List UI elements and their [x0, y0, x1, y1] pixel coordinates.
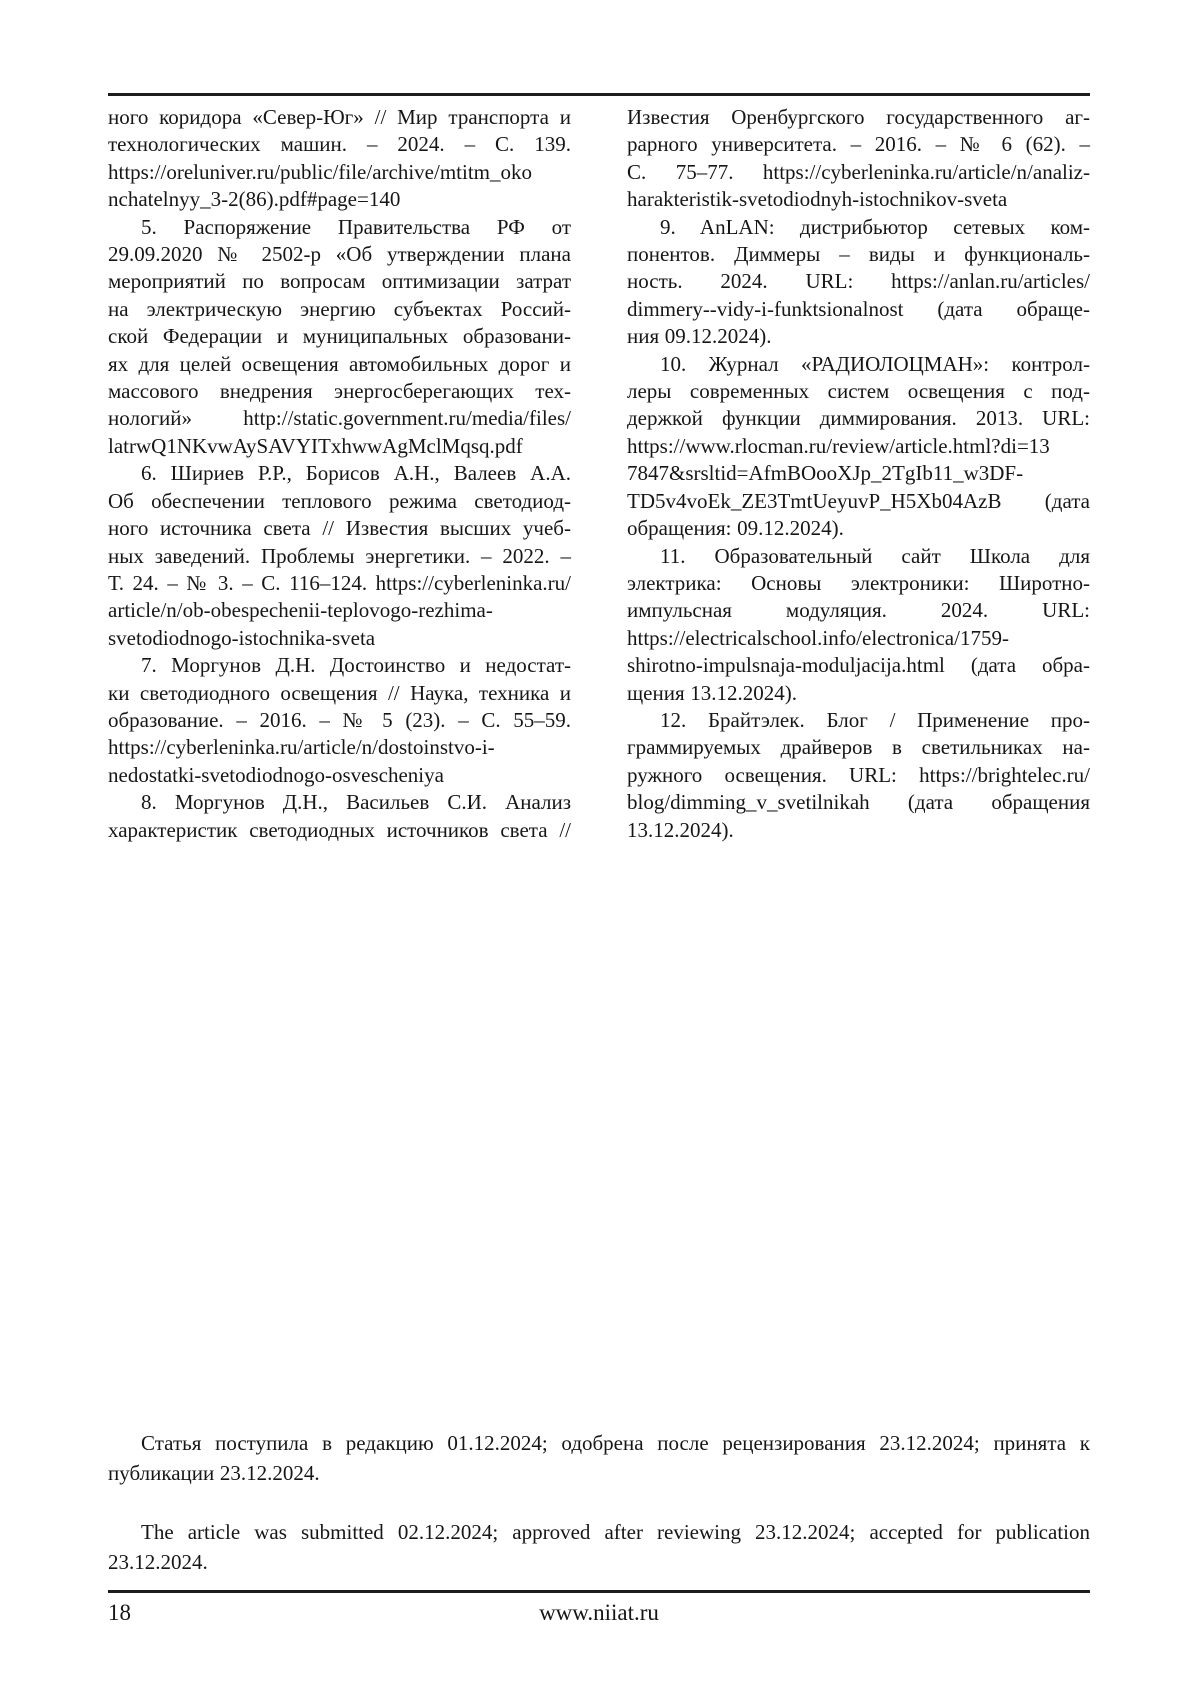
note-line: 23.12.2024.	[108, 1550, 208, 1574]
reference-line: С. 75–77. https://cyberleninka.ru/article/n/analiz-	[627, 159, 1090, 184]
reference-line: импульсная модуляция. 2024. URL:	[627, 598, 1090, 623]
reference-paragraph	[108, 1517, 1090, 1577]
reference-line: 7. Моргунов Д.Н. Достоинство и недостат-	[141, 653, 571, 678]
reference-paragraph	[627, 707, 1090, 844]
reference-line: shirotno-impulsnaja-moduljacija.html (дата обра-	[627, 653, 1090, 678]
reference-line: массового внедрения энергосберегающих тех-	[108, 379, 571, 404]
reference-line: мероприятий по вопросам оптимизации затрат	[108, 269, 571, 294]
reference-line: article/n/ob-obespechenii-teplovogo-rezhima-	[108, 598, 493, 623]
reference-line: harakteristik-svetodiodnyh-istochnikov-sveta	[627, 187, 1008, 212]
submission-note-ru	[108, 1428, 1090, 1488]
reference-paragraph	[108, 104, 571, 214]
reference-line: понентов. Диммеры – виды и функциональ-	[627, 242, 1090, 267]
note-line: публикации 23.12.2024.	[108, 1461, 320, 1485]
reference-line: 29.09.2020 № 2502-р «Об утверждении плана	[108, 242, 571, 267]
reference-line: https://cyberleninka.ru/article/n/dostoinstvo-i-	[108, 735, 495, 760]
reference-line: ской Федерации и муниципальных образовани-	[108, 324, 571, 349]
reference-paragraph	[627, 104, 1090, 214]
reference-line: nedostatki-svetodiodnogo-osvescheniya	[108, 762, 444, 787]
reference-line: нологий» http://static.government.ru/media/files/	[108, 406, 571, 431]
reference-line: 9. AnLAN: дистрибьютор сетевых ком-	[660, 214, 1090, 239]
reference-line: ях для целей освещения автомобильных дорог и	[108, 351, 571, 376]
reference-paragraph	[108, 214, 571, 461]
reference-line: 7847&srsltid=AfmBOooXJp_2TgIb11_w3DF-	[627, 461, 1024, 486]
top-rule	[108, 93, 1090, 96]
footer-rule	[108, 1590, 1090, 1593]
reference-line: https://electricalschool.info/electronica/1759-	[627, 625, 1009, 650]
references-left-column	[108, 104, 571, 844]
reference-line: электрика: Основы электроники: Широтно-	[627, 570, 1090, 595]
reference-line: образование. – 2016. – № 5 (23). – С. 55–59.	[108, 707, 571, 732]
page-number: 18	[108, 1600, 131, 1625]
reference-line: держкой функции диммирования. 2013. URL:	[627, 406, 1090, 431]
reference-line: 12. Брайтэлек. Блог / Применение про-	[660, 707, 1090, 732]
reference-line: ность. 2024. URL: https://anlan.ru/articles/	[627, 269, 1090, 294]
reference-line: характеристик светодиодных источников света //	[108, 817, 571, 842]
reference-line: на электрическую энергию субъектах Россий-	[108, 296, 571, 321]
submission-note-en	[108, 1517, 1090, 1577]
reference-line: nchatelnyy_3-2(86).pdf#page=140	[108, 187, 401, 212]
reference-line: ния 09.12.2024).	[627, 324, 772, 349]
reference-line: Т. 24. – № 3. – С. 116–124. https://cyberleninka.ru/	[108, 570, 571, 595]
reference-line: ного источника света // Известия высших учеб-	[108, 516, 571, 541]
reference-line: ного коридора «Север-Юг» // Мир транспорта и	[108, 105, 571, 129]
reference-line: щения 13.12.2024).	[627, 680, 798, 705]
reference-line: ружного освещения. URL: https://brightelec.ru/	[627, 762, 1090, 787]
reference-line: рарного университета. – 2016. – № 6 (62). –	[627, 132, 1090, 157]
reference-line: svetodiodnogo-istochnika-sveta	[108, 625, 376, 650]
reference-line: 6. Шириев Р.Р., Борисов А.Н., Валеев А.А.	[141, 461, 571, 486]
reference-paragraph	[108, 1428, 1090, 1488]
reference-line: леры современных систем освещения с под-	[627, 379, 1090, 404]
reference-line: Об обеспечении теплового режима светодиод-	[108, 488, 571, 513]
reference-line: https://oreluniver.ru/public/file/archive/mtitm_oko	[108, 159, 532, 184]
reference-paragraph	[627, 214, 1090, 351]
reference-line: Известия Оренбургского государственного аг-	[627, 105, 1090, 129]
reference-line: blog/dimming_v_svetilnikah (дата обращения	[627, 790, 1090, 815]
reference-paragraph	[108, 652, 571, 789]
reference-paragraph	[108, 460, 571, 652]
note-line: The article was submitted 02.12.2024; approved after reviewing 23.12.2024; accepted for publication	[141, 1520, 1090, 1544]
reference-line: граммируемых драйверов в светильниках на-	[627, 735, 1090, 760]
reference-line: технологических машин. – 2024. – С. 139.	[108, 132, 571, 157]
reference-line: 11. Образовательный сайт Школа для	[660, 543, 1090, 568]
reference-paragraph	[627, 543, 1090, 707]
reference-paragraph	[627, 351, 1090, 543]
note-line: Статья поступила в редакцию 01.12.2024; одобрена после рецензирования 23.12.2024; принята к	[141, 1431, 1090, 1455]
reference-line: TD5v4voEk_ZE3TmtUeyuvP_H5Xb04AzB (дата	[627, 488, 1090, 513]
footer-url: www.niiat.ru	[539, 1600, 659, 1625]
references-right-column	[627, 104, 1090, 844]
reference-line: dimmery--vidy-i-funktsionalnost (дата обраще-	[627, 296, 1090, 321]
references-section	[108, 104, 1090, 844]
reference-line: обращения: 09.12.2024).	[627, 516, 844, 541]
reference-line: https://www.rlocman.ru/review/article.html?di=13	[627, 433, 1050, 458]
reference-line: 8. Моргунов Д.Н., Васильев С.И. Анализ	[141, 790, 571, 815]
reference-line: 13.12.2024).	[627, 817, 734, 842]
reference-line: latrwQ1NKvwAySAVYITxhwwAgMclMqsq.pdf	[108, 433, 523, 458]
reference-line: ки светодиодного освещения // Наука, техника и	[108, 680, 571, 705]
reference-line: 10. Журнал «РАДИОЛОЦМАН»: контрол-	[660, 351, 1090, 376]
reference-line: ных заведений. Проблемы энергетики. – 2022. –	[108, 543, 571, 568]
reference-line: 5. Распоряжение Правительства РФ от	[141, 214, 571, 239]
reference-paragraph	[108, 789, 571, 844]
